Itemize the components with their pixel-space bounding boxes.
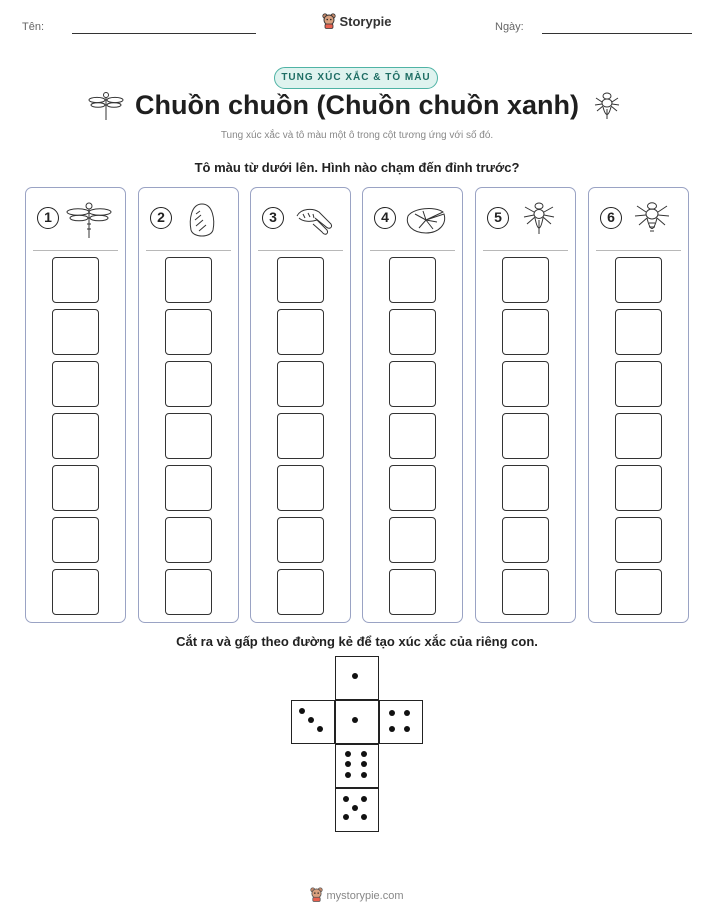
color-box[interactable] (389, 413, 436, 459)
die-pip (404, 726, 410, 732)
die-pip (361, 751, 367, 757)
color-box[interactable] (165, 257, 212, 303)
die-pip (345, 751, 351, 757)
color-box[interactable] (52, 309, 99, 355)
die-face-bottom (335, 788, 379, 832)
nymph-icon (516, 200, 562, 245)
color-box[interactable] (389, 465, 436, 511)
bear-logo-icon (322, 13, 336, 32)
color-box[interactable] (165, 413, 212, 459)
color-box[interactable] (615, 309, 662, 355)
die-face-center (335, 700, 379, 744)
color-box[interactable] (277, 309, 324, 355)
date-line[interactable] (542, 33, 692, 34)
color-box[interactable] (389, 361, 436, 407)
color-box[interactable] (277, 465, 324, 511)
color-box[interactable] (389, 309, 436, 355)
color-box[interactable] (52, 361, 99, 407)
name-label: Tên: (22, 21, 45, 33)
column-divider (146, 250, 231, 251)
die-pip (404, 710, 410, 716)
color-box[interactable] (52, 413, 99, 459)
color-box[interactable] (389, 257, 436, 303)
color-box[interactable] (52, 257, 99, 303)
die-pip (317, 726, 323, 732)
column-number: 2 (150, 207, 172, 229)
color-box[interactable] (52, 517, 99, 563)
color-box[interactable] (389, 569, 436, 615)
color-box[interactable] (165, 465, 212, 511)
coloring-instruction: Tô màu từ dưới lên. Hình nào chạm đến đỉnh trước? (194, 160, 520, 175)
die-face-top (335, 656, 379, 700)
column-divider (258, 250, 343, 251)
column-6 (588, 187, 689, 623)
date-label: Ngày: (495, 21, 524, 33)
column-3 (250, 187, 351, 623)
color-box[interactable] (502, 465, 549, 511)
die-pip (361, 796, 367, 802)
larva-jaw-icon (291, 200, 337, 245)
color-box[interactable] (502, 257, 549, 303)
name-line[interactable] (72, 33, 256, 34)
dragonfly-icon (66, 200, 112, 245)
die-pip (345, 772, 351, 778)
die-pip (345, 761, 351, 767)
color-box[interactable] (277, 517, 324, 563)
page-title: Chuồn chuồn (Chuồn chuồn xanh) (135, 90, 579, 120)
die-pip (361, 772, 367, 778)
brand-logo (0, 13, 714, 32)
color-box[interactable] (52, 465, 99, 511)
color-box[interactable] (277, 569, 324, 615)
column-5 (475, 187, 576, 623)
die-pip (343, 796, 349, 802)
column-number: 3 (262, 207, 284, 229)
column-divider (33, 250, 118, 251)
subtitle: Tung xúc xắc và tô màu một ô trong cột tương ứng với số đó. (220, 130, 494, 141)
die-pip (352, 717, 358, 723)
die-pip (299, 708, 305, 714)
color-box[interactable] (502, 517, 549, 563)
nymph-title-icon (594, 91, 620, 128)
color-box[interactable] (615, 465, 662, 511)
color-box[interactable] (165, 517, 212, 563)
die-pip (361, 761, 367, 767)
emerging-dragonfly-icon (629, 200, 675, 245)
color-box[interactable] (52, 569, 99, 615)
die-pip (361, 814, 367, 820)
color-box[interactable] (277, 257, 324, 303)
activity-badge: TUNG XÚC XẮC & TÔ MÀU (274, 67, 438, 89)
color-box[interactable] (165, 361, 212, 407)
egg-icon (179, 200, 225, 245)
color-box[interactable] (277, 361, 324, 407)
color-box[interactable] (277, 413, 324, 459)
column-divider (483, 250, 568, 251)
column-number: 1 (37, 207, 59, 229)
column-4 (362, 187, 463, 623)
die-face-lower (335, 744, 379, 788)
column-number: 6 (600, 207, 622, 229)
column-number: 5 (487, 207, 509, 229)
color-box[interactable] (502, 361, 549, 407)
column-2 (138, 187, 239, 623)
die-pip (352, 805, 358, 811)
die-pip (352, 673, 358, 679)
cut-fold-instruction: Cắt ra và gấp theo đường kẻ để tạo xúc xắc của riêng con. (176, 634, 538, 649)
color-box[interactable] (165, 569, 212, 615)
color-box[interactable] (615, 569, 662, 615)
die-pip (308, 717, 314, 723)
die-pip (343, 814, 349, 820)
column-divider (596, 250, 681, 251)
die-pip (389, 710, 395, 716)
color-box[interactable] (615, 361, 662, 407)
color-box[interactable] (615, 413, 662, 459)
die-pip (389, 726, 395, 732)
die-face-left (291, 700, 335, 744)
bear-logo-icon (310, 887, 323, 905)
footer (0, 887, 714, 905)
brand-name: Storypie (339, 13, 392, 29)
column-number: 4 (374, 207, 396, 229)
footer-url[interactable]: mystorypie.com (326, 889, 404, 902)
die-face-right (379, 700, 423, 744)
column-1 (25, 187, 126, 623)
color-box[interactable] (502, 569, 549, 615)
column-divider (370, 250, 455, 251)
color-box[interactable] (615, 517, 662, 563)
color-box[interactable] (502, 309, 549, 355)
color-box[interactable] (389, 517, 436, 563)
color-box[interactable] (502, 413, 549, 459)
color-box[interactable] (165, 309, 212, 355)
lily-pad-icon (403, 200, 449, 245)
color-box[interactable] (615, 257, 662, 303)
